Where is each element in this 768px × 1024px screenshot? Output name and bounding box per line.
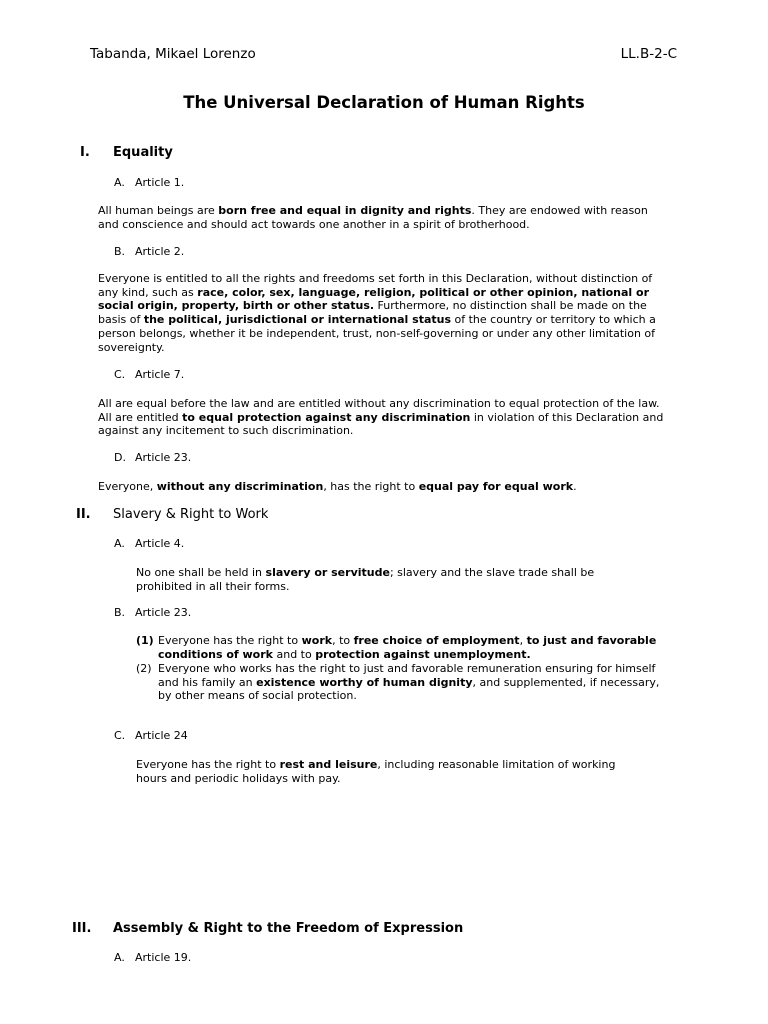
article-text: [98, 204, 668, 231]
body-text: Everyone has the right to: [158, 634, 302, 647]
body-text: and to: [272, 647, 316, 661]
section-title: Assembly & Right to the Freedom of Expression: [113, 921, 464, 936]
article-name: Article 23.: [135, 606, 192, 619]
emphasis-text: slavery or servitude: [265, 566, 390, 579]
article-name: Article 7.: [135, 368, 185, 381]
article-text: [98, 480, 668, 494]
article-name: Article 19.: [135, 951, 192, 964]
emphasis-text: race, color, sex, language, religion, political or other opinion, national or social origin, property, birth or other status.: [98, 285, 650, 313]
list-number: (1): [136, 634, 154, 647]
list-text: [158, 634, 668, 661]
body-text: Everyone has the right to: [136, 758, 280, 771]
section-numeral: III.: [72, 921, 92, 936]
article-letter: B.: [114, 245, 126, 258]
body-text: .: [573, 480, 577, 493]
emphasis-text: to just and favorable conditions of work: [158, 634, 657, 661]
list-number: (2): [136, 662, 152, 675]
emphasis-text: born free and equal in dignity and rights: [218, 204, 472, 217]
body-text: Everyone who works has the right to just and favorable remuneration ensuring for himself and his family an: [158, 662, 656, 689]
article-letter: A.: [114, 176, 125, 189]
article-letter: C.: [114, 729, 126, 742]
body-text: Everyone,: [98, 480, 157, 493]
body-text: ; slavery and the slave trade shall be prohibited in all their forms.: [136, 566, 595, 593]
article-label: [114, 176, 184, 189]
article-label: [114, 606, 191, 619]
article-letter: C.: [114, 368, 126, 381]
article-name: Article 23.: [135, 451, 192, 464]
article-letter: D.: [114, 451, 126, 464]
body-text: Everyone is entitled to all the rights and freedoms set forth in this Declaration, without distinction of any kind, such as: [98, 272, 653, 299]
article-name: Article 2.: [135, 245, 185, 258]
body-text: , has the right to: [323, 480, 419, 493]
list-text: [158, 662, 668, 703]
author-name: Tabanda, Mikael Lorenzo: [90, 46, 256, 62]
section-title: Equality: [113, 145, 173, 160]
body-text: , and supplemented, if necessary, by other means of social protection.: [158, 675, 660, 703]
body-text: ,: [519, 634, 527, 647]
article-text: [98, 397, 668, 438]
body-text: . They are endowed with reason and conscience and should act towards one another in a spirit of brotherhood.: [98, 204, 648, 231]
body-text: All are equal before the law and are entitled without any discrimination to equal protection of the law. All are entitled: [98, 397, 660, 424]
emphasis-text: existence worthy of human dignity: [256, 675, 473, 689]
body-text: , including reasonable limitation of working hours and periodic holidays with pay.: [136, 758, 616, 785]
article-label: [114, 537, 184, 550]
emphasis-text: equal pay for equal work: [418, 480, 574, 493]
article-label: [114, 951, 191, 964]
article-text: [136, 758, 646, 785]
article-text: [136, 566, 616, 593]
emphasis-text: to equal protection against any discrimination: [182, 410, 471, 424]
emphasis-text: without any discrimination: [156, 480, 324, 493]
article-label: [114, 729, 188, 742]
body-text: in violation of this Declaration and against any incitement to such discrimination.: [98, 410, 664, 438]
article-label: [114, 451, 191, 464]
section-numeral: I.: [80, 145, 90, 160]
document-title: The Universal Declaration of Human Rights: [183, 93, 585, 112]
article-name: Article 1.: [135, 176, 185, 189]
section-title: Slavery & Right to Work: [113, 507, 269, 522]
body-text: No one shall be held in: [136, 566, 266, 579]
section-numeral: II.: [76, 507, 91, 522]
body-text: All human beings are: [98, 204, 219, 217]
article-letter: A.: [114, 951, 125, 964]
emphasis-text: work: [301, 634, 333, 647]
article-name: Article 24: [135, 729, 188, 742]
article-letter: B.: [114, 606, 126, 619]
body-text: of the country or territory to which a person belongs, whether it be independent, trust, non-self-governing or under any other limitation of sovereignty.: [98, 313, 656, 354]
article-name: Article 4.: [135, 537, 185, 550]
article-text: [98, 272, 668, 354]
article-letter: A.: [114, 537, 125, 550]
body-text: Furthermore, no distinction shall be made on the basis of: [98, 299, 647, 327]
emphasis-text: the political, jurisdictional or international status: [143, 313, 452, 327]
course-code: LL.B-2-C: [620, 46, 677, 62]
body-text: , to: [332, 634, 354, 647]
emphasis-text: free choice of employment: [353, 634, 520, 647]
article-label: [114, 245, 184, 258]
article-label: [114, 368, 184, 381]
emphasis-text: rest and leisure: [279, 758, 378, 771]
emphasis-text: protection against unemployment.: [315, 647, 531, 661]
